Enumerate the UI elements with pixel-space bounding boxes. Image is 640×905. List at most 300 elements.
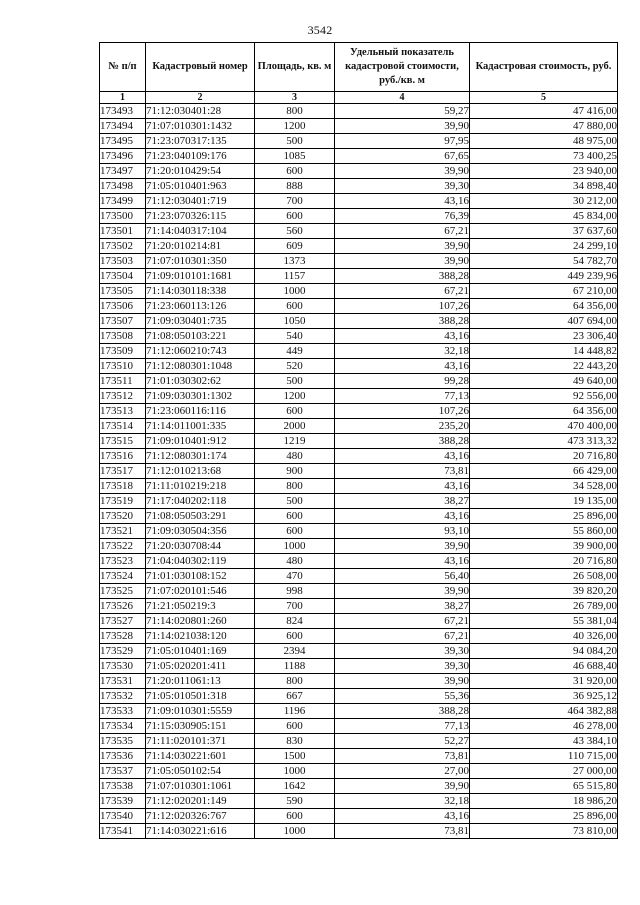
cost-value: 36 925,12 [470,689,618,704]
area-value: 500 [255,494,335,509]
rate-value: 43,16 [335,359,470,374]
cost-value: 18 986,20 [470,794,618,809]
rate-value: 388,28 [335,704,470,719]
area-value: 998 [255,584,335,599]
rate-value: 39,90 [335,539,470,554]
cost-value: 26 508,00 [470,569,618,584]
rate-value: 38,27 [335,599,470,614]
cadastral-number: 71:09:030301:1302 [146,389,255,404]
rate-value: 43,16 [335,194,470,209]
rate-value: 67,21 [335,629,470,644]
rate-value: 67,21 [335,284,470,299]
cost-value: 45 834,00 [470,209,618,224]
rate-value: 43,16 [335,329,470,344]
rate-value: 56,40 [335,569,470,584]
row-number: 173500 [100,209,146,224]
table-row [100,479,618,494]
header-cadastral-number: Кадастровый номер [146,43,255,92]
area-value: 600 [255,404,335,419]
cadastral-number: 71:12:030401:719 [146,194,255,209]
row-number: 173533 [100,704,146,719]
rate-value: 43,16 [335,479,470,494]
rate-value: 55,36 [335,689,470,704]
cadastral-number: 71:23:060113:126 [146,299,255,314]
cadastral-number: 71:01:030302:62 [146,374,255,389]
row-number: 173528 [100,629,146,644]
cost-value: 20 716,80 [470,554,618,569]
row-number: 173535 [100,734,146,749]
row-number: 173536 [100,749,146,764]
column-number: 3 [255,92,335,104]
cost-value: 94 084,20 [470,644,618,659]
row-number: 173534 [100,719,146,734]
cadastral-number: 71:23:070317:135 [146,134,255,149]
cost-value: 470 400,00 [470,419,618,434]
area-value: 480 [255,554,335,569]
rate-value: 77,13 [335,719,470,734]
cadastral-number: 71:05:010501:318 [146,689,255,704]
rate-value: 32,18 [335,344,470,359]
area-value: 900 [255,464,335,479]
area-value: 1157 [255,269,335,284]
table-row [100,239,618,254]
cadastral-number: 71:14:040317:104 [146,224,255,239]
table-row [100,224,618,239]
rate-value: 38,27 [335,494,470,509]
cost-value: 34 898,40 [470,179,618,194]
header-row [100,43,618,92]
rate-value: 107,26 [335,404,470,419]
row-number: 173493 [100,104,146,119]
table-row [100,599,618,614]
header-rate: Удельный показатель кадастровой стоимости, руб./кв. м [335,43,470,92]
table-row [100,554,618,569]
table-row [100,644,618,659]
row-number: 173509 [100,344,146,359]
row-number: 173540 [100,809,146,824]
cadastral-number: 71:09:010401:912 [146,434,255,449]
column-number: 1 [100,92,146,104]
cost-value: 37 637,60 [470,224,618,239]
area-value: 700 [255,599,335,614]
area-value: 600 [255,509,335,524]
area-value: 600 [255,719,335,734]
cost-value: 55 860,00 [470,524,618,539]
row-number: 173530 [100,659,146,674]
cadastral-number: 71:11:020101:371 [146,734,255,749]
area-value: 540 [255,329,335,344]
cadastral-number: 71:23:040109:176 [146,149,255,164]
rate-value: 39,30 [335,179,470,194]
rate-value: 97,95 [335,134,470,149]
cost-value: 20 716,80 [470,449,618,464]
cost-value: 26 789,00 [470,599,618,614]
cost-value: 22 443,20 [470,359,618,374]
cadastral-number: 71:07:010301:1061 [146,779,255,794]
cadastral-number: 71:08:050103:221 [146,329,255,344]
rate-value: 39,30 [335,659,470,674]
rate-value: 39,90 [335,119,470,134]
area-value: 800 [255,479,335,494]
cost-value: 40 326,00 [470,629,618,644]
cost-value: 43 384,10 [470,734,618,749]
area-value: 2000 [255,419,335,434]
table-row [100,134,618,149]
row-number: 173494 [100,119,146,134]
column-number-row [100,92,618,104]
area-value: 2394 [255,644,335,659]
row-number: 173504 [100,269,146,284]
row-number: 173537 [100,764,146,779]
area-value: 1000 [255,539,335,554]
cadastral-number: 71:14:030221:601 [146,749,255,764]
cadastral-number: 71:20:030708:44 [146,539,255,554]
table-row [100,464,618,479]
cadastral-number: 71:05:010401:963 [146,179,255,194]
area-value: 800 [255,104,335,119]
cost-value: 27 000,00 [470,764,618,779]
area-value: 1000 [255,764,335,779]
rate-value: 27,00 [335,764,470,779]
row-number: 173505 [100,284,146,299]
cadastral-number: 71:20:010214:81 [146,239,255,254]
cadastral-number: 71:14:030118:338 [146,284,255,299]
row-number: 173499 [100,194,146,209]
cost-value: 47 416,00 [470,104,618,119]
cost-value: 73 400,25 [470,149,618,164]
area-value: 590 [255,794,335,809]
cadastral-number: 71:12:060210:743 [146,344,255,359]
cadastral-number: 71:09:030504:356 [146,524,255,539]
row-number: 173524 [100,569,146,584]
cadastral-number: 71:12:020326:767 [146,809,255,824]
area-value: 520 [255,359,335,374]
cost-value: 473 313,32 [470,434,618,449]
cadastral-number: 71:01:030108:152 [146,569,255,584]
area-value: 888 [255,179,335,194]
cadastral-number: 71:23:070326:115 [146,209,255,224]
row-number: 173529 [100,644,146,659]
area-value: 1188 [255,659,335,674]
cadastral-value-table [99,42,618,839]
table-row [100,539,618,554]
rate-value: 43,16 [335,509,470,524]
cadastral-number: 71:23:060116:116 [146,404,255,419]
rate-value: 388,28 [335,269,470,284]
table-row [100,254,618,269]
cadastral-number: 71:12:020201:149 [146,794,255,809]
cost-value: 407 694,00 [470,314,618,329]
area-value: 600 [255,164,335,179]
table-row [100,674,618,689]
area-value: 600 [255,299,335,314]
table-row [100,779,618,794]
cost-value: 19 135,00 [470,494,618,509]
row-number: 173507 [100,314,146,329]
rate-value: 235,20 [335,419,470,434]
cost-value: 64 356,00 [470,404,618,419]
area-value: 830 [255,734,335,749]
area-value: 824 [255,614,335,629]
cadastral-number: 71:07:010301:350 [146,254,255,269]
table-row [100,104,618,119]
cadastral-number: 71:20:011061:13 [146,674,255,689]
table-row [100,179,618,194]
row-number: 173514 [100,419,146,434]
rate-value: 67,65 [335,149,470,164]
area-value: 800 [255,674,335,689]
rate-value: 32,18 [335,794,470,809]
table-row [100,569,618,584]
row-number: 173518 [100,479,146,494]
table-row [100,764,618,779]
row-number: 173539 [100,794,146,809]
row-number: 173503 [100,254,146,269]
cadastral-number: 71:15:030905:151 [146,719,255,734]
cost-value: 46 688,40 [470,659,618,674]
area-value: 1196 [255,704,335,719]
table-row [100,149,618,164]
cost-value: 23 306,40 [470,329,618,344]
table-row [100,689,618,704]
header-num: № п/п [100,43,146,92]
rate-value: 99,28 [335,374,470,389]
row-number: 173541 [100,824,146,839]
cadastral-number: 71:14:030221:616 [146,824,255,839]
table-row [100,374,618,389]
cost-value: 39 900,00 [470,539,618,554]
cadastral-number: 71:11:010219:218 [146,479,255,494]
row-number: 173517 [100,464,146,479]
column-number: 2 [146,92,255,104]
table-row [100,164,618,179]
column-number: 4 [335,92,470,104]
rate-value: 77,13 [335,389,470,404]
rate-value: 73,81 [335,824,470,839]
area-value: 1200 [255,119,335,134]
cost-value: 25 896,00 [470,509,618,524]
cadastral-number: 71:12:080301:174 [146,449,255,464]
cost-value: 34 528,00 [470,479,618,494]
table-row [100,524,618,539]
area-value: 470 [255,569,335,584]
cadastral-number: 71:05:050102:54 [146,764,255,779]
row-number: 173522 [100,539,146,554]
rate-value: 39,90 [335,779,470,794]
header-cost: Кадастровая стоимость, руб. [470,43,618,92]
cost-value: 48 975,00 [470,134,618,149]
area-value: 500 [255,134,335,149]
cadastral-number: 71:14:011001:335 [146,419,255,434]
table-row [100,269,618,284]
cadastral-number: 71:08:050503:291 [146,509,255,524]
row-number: 173506 [100,299,146,314]
rate-value: 39,30 [335,644,470,659]
rate-value: 39,90 [335,239,470,254]
rate-value: 73,81 [335,749,470,764]
row-number: 173501 [100,224,146,239]
cost-value: 31 920,00 [470,674,618,689]
rate-value: 43,16 [335,809,470,824]
area-value: 1000 [255,824,335,839]
row-number: 173510 [100,359,146,374]
cost-value: 25 896,00 [470,809,618,824]
cadastral-number: 71:09:010301:5559 [146,704,255,719]
area-value: 600 [255,209,335,224]
row-number: 173515 [100,434,146,449]
cost-value: 46 278,00 [470,719,618,734]
row-number: 173523 [100,554,146,569]
cost-value: 30 212,00 [470,194,618,209]
row-number: 173519 [100,494,146,509]
area-value: 500 [255,374,335,389]
rate-value: 52,27 [335,734,470,749]
cadastral-number: 71:12:010213:68 [146,464,255,479]
area-value: 700 [255,194,335,209]
area-value: 480 [255,449,335,464]
row-number: 173527 [100,614,146,629]
row-number: 173497 [100,164,146,179]
cost-value: 24 299,10 [470,239,618,254]
cadastral-number: 71:14:020801:260 [146,614,255,629]
column-number: 5 [470,92,618,104]
cost-value: 39 820,20 [470,584,618,599]
table-body [100,104,618,839]
table-row [100,329,618,344]
table-row [100,449,618,464]
rate-value: 388,28 [335,314,470,329]
row-number: 173498 [100,179,146,194]
row-number: 173502 [100,239,146,254]
area-value: 1200 [255,389,335,404]
cadastral-number: 71:21:050219:3 [146,599,255,614]
row-number: 173508 [100,329,146,344]
table-row [100,509,618,524]
table-row [100,344,618,359]
cost-value: 66 429,00 [470,464,618,479]
rate-value: 39,90 [335,584,470,599]
area-value: 449 [255,344,335,359]
row-number: 173513 [100,404,146,419]
table-row [100,359,618,374]
cadastral-number: 71:07:020101:546 [146,584,255,599]
table-row [100,284,618,299]
cost-value: 49 640,00 [470,374,618,389]
header-area: Площадь, кв. м [255,43,335,92]
rate-value: 39,90 [335,164,470,179]
table-row [100,659,618,674]
rate-value: 67,21 [335,224,470,239]
rate-value: 93,10 [335,524,470,539]
row-number: 173525 [100,584,146,599]
cadastral-number: 71:04:040302:119 [146,554,255,569]
table-row [100,389,618,404]
area-value: 600 [255,524,335,539]
cadastral-number: 71:20:010429:54 [146,164,255,179]
rate-value: 388,28 [335,434,470,449]
area-value: 1373 [255,254,335,269]
table-row [100,704,618,719]
cost-value: 464 382,88 [470,704,618,719]
row-number: 173538 [100,779,146,794]
cadastral-number: 71:09:030401:735 [146,314,255,329]
area-value: 667 [255,689,335,704]
row-number: 173496 [100,149,146,164]
rate-value: 73,81 [335,464,470,479]
area-value: 600 [255,629,335,644]
row-number: 173531 [100,674,146,689]
cadastral-number: 71:17:040202:118 [146,494,255,509]
table-row [100,809,618,824]
table-row [100,614,618,629]
table-row [100,299,618,314]
cost-value: 67 210,00 [470,284,618,299]
area-value: 609 [255,239,335,254]
cost-value: 110 715,00 [470,749,618,764]
table-row [100,434,618,449]
row-number: 173495 [100,134,146,149]
cadastral-number: 71:09:010101:1681 [146,269,255,284]
cadastral-number: 71:12:080301:1048 [146,359,255,374]
area-value: 1642 [255,779,335,794]
cost-value: 47 880,00 [470,119,618,134]
area-value: 1000 [255,284,335,299]
row-number: 173521 [100,524,146,539]
rate-value: 76,39 [335,209,470,224]
table-row [100,794,618,809]
table-row [100,629,618,644]
cost-value: 23 940,00 [470,164,618,179]
table-row [100,584,618,599]
rate-value: 59,27 [335,104,470,119]
row-number: 173511 [100,374,146,389]
cadastral-number: 71:12:030401:28 [146,104,255,119]
rate-value: 67,21 [335,614,470,629]
cadastral-number: 71:05:020201:411 [146,659,255,674]
rate-value: 43,16 [335,449,470,464]
area-value: 560 [255,224,335,239]
page-number: 3542 [307,23,333,37]
table-row [100,719,618,734]
table-row [100,209,618,224]
cost-value: 65 515,80 [470,779,618,794]
row-number: 173520 [100,509,146,524]
row-number: 173526 [100,599,146,614]
cadastral-number: 71:05:010401:169 [146,644,255,659]
area-value: 1085 [255,149,335,164]
table-row [100,734,618,749]
area-value: 600 [255,809,335,824]
area-value: 1500 [255,749,335,764]
rate-value: 39,90 [335,674,470,689]
table-row [100,314,618,329]
rate-value: 43,16 [335,554,470,569]
row-number: 173532 [100,689,146,704]
rate-value: 39,90 [335,254,470,269]
cost-value: 54 782,70 [470,254,618,269]
table-row [100,494,618,509]
area-value: 1219 [255,434,335,449]
cost-value: 55 381,04 [470,614,618,629]
cost-value: 64 356,00 [470,299,618,314]
row-number: 173512 [100,389,146,404]
table-row [100,194,618,209]
cadastral-number: 71:14:021038:120 [146,629,255,644]
table-row [100,404,618,419]
table-row [100,824,618,839]
cost-value: 14 448,82 [470,344,618,359]
table-row [100,419,618,434]
